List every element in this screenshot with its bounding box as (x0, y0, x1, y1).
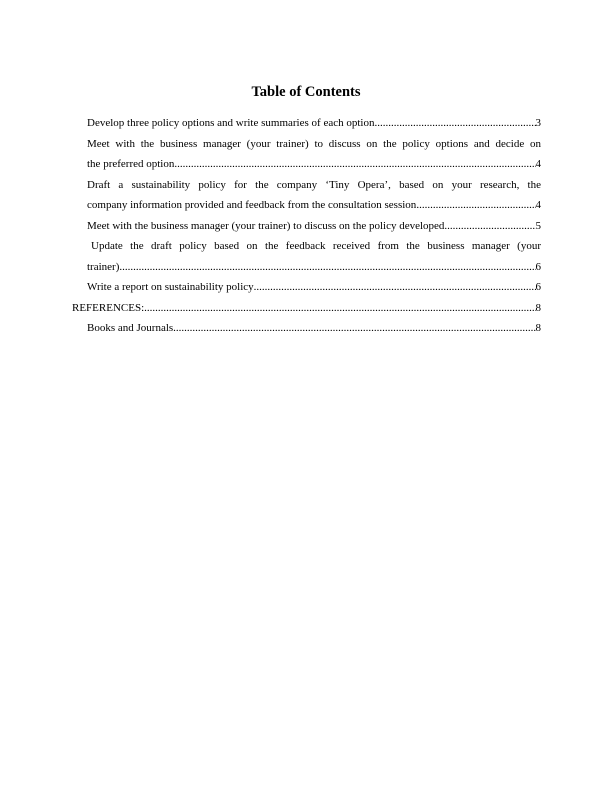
toc-entry-develop-options[interactable] (72, 113, 541, 134)
toc-entry-page: 5 (535, 219, 541, 232)
toc-leader-dots (377, 113, 535, 134)
toc-entry-page: 8 (535, 322, 541, 334)
toc-entry-page: 4 (535, 158, 541, 170)
toc-entry-text: Develop three policy options and write summaries of each option. (87, 117, 378, 129)
toc-title: Table of Contents (251, 84, 361, 100)
toc-entry-references[interactable] (72, 298, 541, 319)
toc-entry-text-line1: Draft a sustainability policy for the company ‘Tiny Opera’, based on your research, the (87, 178, 541, 191)
toc-leader-dots (444, 216, 535, 237)
toc-entry-draft-policy[interactable] (72, 175, 541, 216)
toc-entry-meet-policy-developed[interactable] (72, 216, 541, 237)
toc-entry-write-report[interactable] (72, 277, 541, 298)
toc-entry-text: company information provided and feedback from the consultation session (87, 199, 417, 211)
toc-list (72, 113, 541, 339)
toc-entry-text: the preferred option (87, 158, 175, 170)
toc-entry-text-line1: Meet with the business manager (your trainer) to discuss on the policy options and decide on (87, 137, 541, 150)
toc-leader-dots (416, 195, 535, 216)
toc-entry-page: 4 (535, 199, 541, 211)
toc-entry-page: 8 (535, 301, 541, 314)
toc-entry-text: Write a report on sustainability policy (87, 281, 254, 293)
toc-leader-dots (144, 298, 535, 319)
toc-entry-books-journals[interactable] (72, 318, 541, 339)
toc-entry-meet-policy-options[interactable] (72, 134, 541, 175)
toc-leader-dots (119, 257, 535, 278)
toc-entry-text-line1: Update the draft policy based on the feedback received from the business manager (your (91, 240, 541, 252)
toc-entry-page: 3 (535, 117, 541, 129)
toc-entry-page: 6 (535, 281, 541, 293)
toc-leader-dots (174, 154, 535, 175)
toc-entry-text: Meet with the business manager (your trainer) to discuss on the policy developed (87, 219, 445, 232)
toc-entry-text: Books and Journals (87, 322, 174, 334)
toc-leader-dots (254, 277, 536, 298)
toc-entry-text: trainer) (87, 260, 120, 273)
toc-entry-page: 6 (535, 260, 541, 273)
toc-entry-update-draft[interactable] (72, 236, 541, 277)
toc-entry-text: REFERENCES: (72, 301, 145, 314)
toc-leader-dots (173, 318, 535, 339)
